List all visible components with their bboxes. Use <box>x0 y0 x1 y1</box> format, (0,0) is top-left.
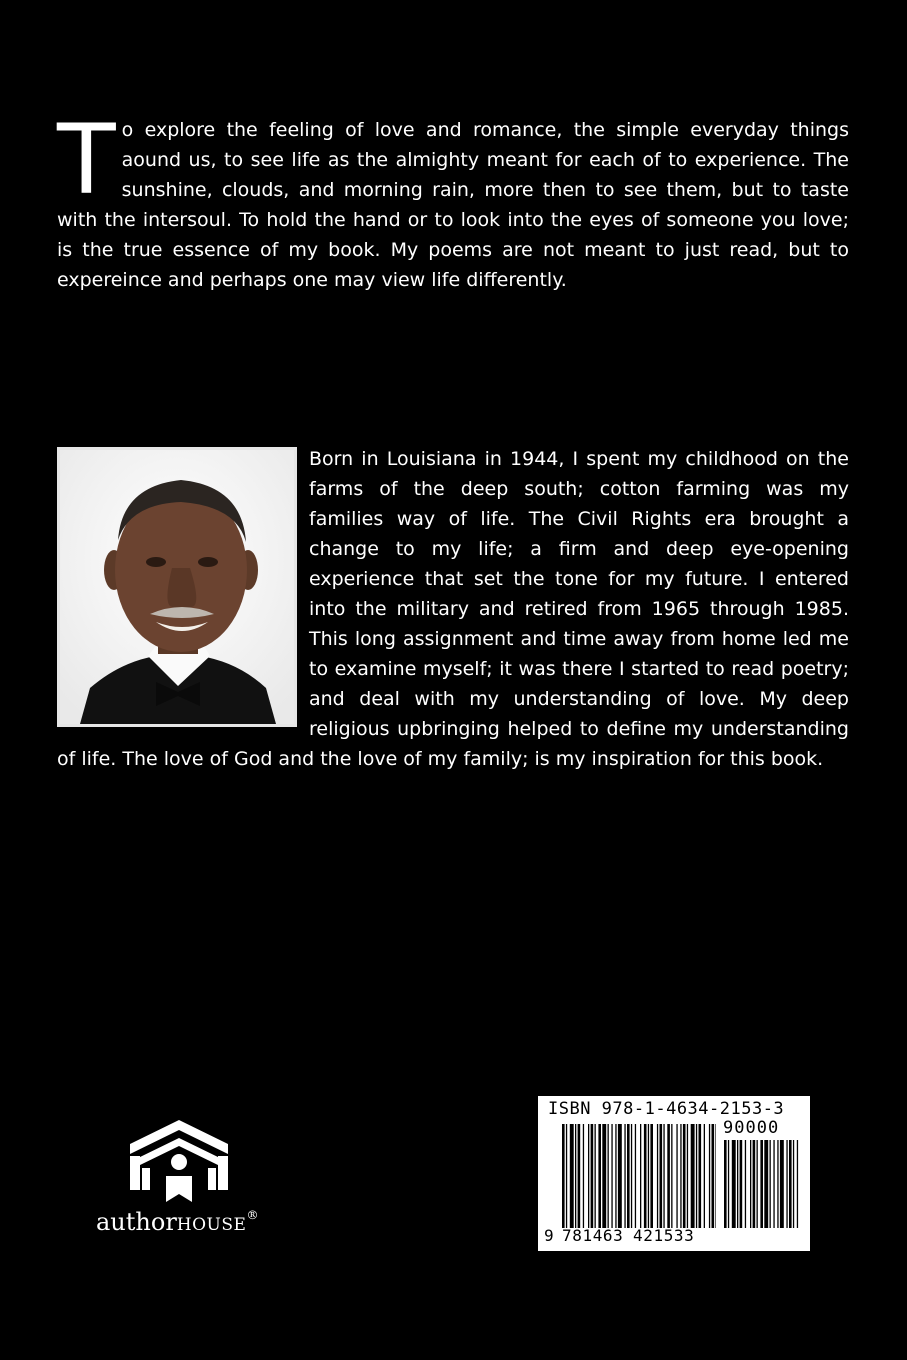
barcode-bar <box>732 1140 736 1228</box>
isbn-barcode <box>538 1096 810 1251</box>
barcode-bar <box>657 1124 658 1228</box>
barcode-bar <box>615 1124 616 1228</box>
barcode-bar <box>704 1124 705 1228</box>
barcode-bar <box>709 1124 710 1228</box>
barcode-bar <box>745 1140 746 1228</box>
barcode-bar <box>566 1124 567 1228</box>
isbn-label: ISBN 978-1-4634-2153-3 <box>548 1099 785 1119</box>
barcode-bar <box>618 1124 622 1228</box>
barcode-bar <box>671 1124 672 1228</box>
barcode-bar <box>773 1140 774 1228</box>
barcode-bar <box>683 1124 686 1228</box>
publisher-logo <box>92 1118 282 1248</box>
blurb-text: o explore the feeling of love and romance, the simple everyday things aound us, to see life as the almighty meant for each of to experience. The sunshine, clouds, and morning rain, more then to see them, but to taste with the intersoul. To hold the hand or to look into the eyes of someone you love; is the true essence of my book. My poems are not meant to just read, but to expereince and perhaps one may view life differently. <box>57 119 849 291</box>
author-bio <box>57 444 849 774</box>
barcode-bar <box>650 1124 653 1228</box>
barcode-bar <box>663 1124 664 1228</box>
barcode-bar <box>575 1124 576 1228</box>
barcode-bar <box>635 1124 636 1228</box>
barcode-bar <box>764 1140 768 1228</box>
barcode-bar <box>644 1124 647 1228</box>
barcode-bar <box>660 1124 663 1228</box>
barcode-bar <box>699 1124 702 1228</box>
barcode-bar <box>770 1140 771 1228</box>
price-code: 90000 <box>723 1118 780 1138</box>
barcode-bar <box>760 1140 763 1228</box>
barcode-bar <box>624 1124 625 1228</box>
barcode-bar <box>583 1124 584 1228</box>
barcode-bar <box>797 1140 798 1228</box>
barcode-bar <box>680 1124 681 1228</box>
barcode-bar <box>667 1124 670 1228</box>
barcode-bar <box>712 1124 715 1228</box>
barcode-bar <box>696 1124 697 1228</box>
barcode-bar <box>588 1124 589 1228</box>
barcode-bar <box>737 1140 738 1228</box>
barcode-bar <box>595 1124 596 1228</box>
barcode-bar <box>750 1140 751 1228</box>
barcode-bar <box>631 1124 632 1228</box>
barcode-bar <box>728 1140 729 1228</box>
barcode-bar <box>757 1140 758 1228</box>
barcode-bar <box>780 1140 784 1228</box>
barcode-bar <box>687 1124 688 1228</box>
barcode-bar <box>786 1140 787 1228</box>
ean-right-digits: 421533 <box>633 1226 695 1245</box>
barcode-bar <box>570 1124 574 1228</box>
barcode-bar <box>608 1124 609 1228</box>
barcode-bar <box>562 1124 565 1228</box>
barcode-bar <box>793 1140 794 1228</box>
barcode-bar <box>715 1124 716 1228</box>
barcode-bar <box>676 1124 677 1228</box>
ean-left-digits: 781463 <box>562 1226 624 1245</box>
barcode-bar <box>591 1124 594 1228</box>
back-cover-blurb <box>57 104 849 295</box>
author-photo <box>57 447 297 727</box>
barcode-bar <box>627 1124 630 1228</box>
dropcap-letter: T <box>57 104 116 216</box>
authorhouse-logo-icon <box>126 1118 232 1204</box>
ean-first-digit: 9 <box>544 1226 554 1245</box>
barcode-bar <box>640 1124 641 1228</box>
barcode-bar <box>598 1124 601 1228</box>
barcode-bar <box>611 1124 612 1228</box>
barcode-bar <box>602 1124 606 1228</box>
barcode-bar <box>724 1140 727 1228</box>
publisher-wordmark: authorHOUSE® <box>96 1208 259 1236</box>
barcode-bar <box>753 1140 756 1228</box>
barcode-bar <box>740 1140 743 1228</box>
barcode-bar <box>777 1140 778 1228</box>
barcode-bar <box>691 1124 695 1228</box>
barcode-bar <box>578 1124 581 1228</box>
barcode-bar <box>648 1124 649 1228</box>
barcode-bar <box>789 1140 792 1228</box>
bio-text: Born in Louisiana in 1944, I spent my childhood on the farms of the deep south; cotton farming was my families way of life. The Civil Rights era brought a change to my life; a firm and deep eye-opening experience that set the tone for my future. I entered into the military and retired from 1965 through 1985. This long assignment and time away from home led me to examine myself; it was there I started to read poetry; and deal with my understanding of love. My deep religious upbringing helped to define my understanding of life. The love of God and the love of my family; is my inspiration for this book. <box>57 448 849 770</box>
